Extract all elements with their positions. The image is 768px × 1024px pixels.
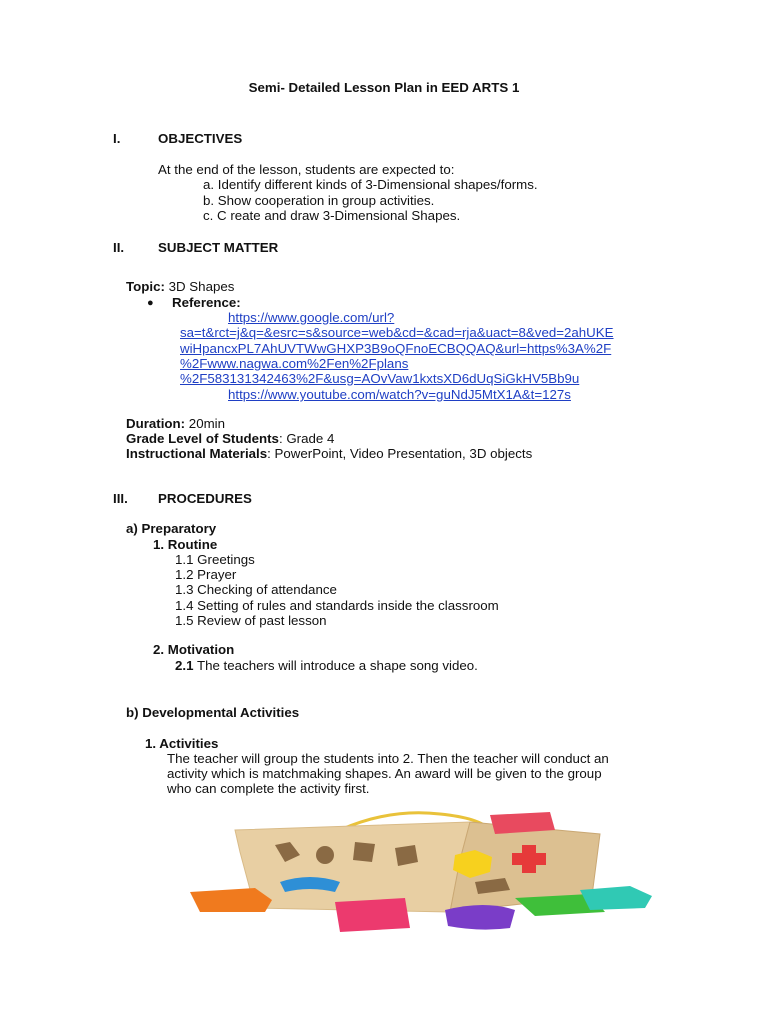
motivation-item-number: 2.1	[175, 658, 194, 673]
motivation-item	[175, 658, 478, 673]
activities-heading: 1. Activities	[145, 736, 219, 751]
materials-value: : PowerPoint, Video Presentation, 3D objects	[267, 446, 533, 461]
section-heading-subject: SUBJECT MATTER	[158, 240, 279, 255]
materials-label: Instructional Materials	[126, 446, 268, 461]
duration-value: 20min	[188, 416, 226, 431]
routine-item: 1.1 Greetings	[175, 552, 255, 567]
objective-item: b. Show cooperation in group activities.	[203, 193, 435, 208]
topic-line	[126, 279, 234, 294]
hole-shape	[353, 842, 375, 862]
materials-line	[126, 446, 532, 461]
box-front	[235, 822, 470, 912]
shape-sorter-toy-image	[160, 800, 670, 940]
section-number-objectives: I.	[113, 131, 121, 146]
reference-link[interactable]: https://www.google.com/url?	[228, 310, 395, 325]
duration-line	[126, 416, 225, 431]
objective-item: c. C reate and draw 3-Dimensional Shapes.	[203, 208, 461, 223]
topic-label: Topic:	[126, 279, 165, 294]
activities-text-line: who can complete the activity first.	[167, 781, 370, 796]
routine-item: 1.4 Setting of rules and standards inside the classroom	[175, 598, 499, 613]
grade-line	[126, 431, 334, 446]
pink-shape	[335, 898, 410, 932]
activities-text-line: The teacher will group the students into 2. Then the teacher will conduct an	[167, 751, 609, 766]
preparatory-heading: a) Preparatory	[126, 521, 217, 536]
motivation-heading: 2. Motivation	[153, 642, 235, 657]
bullet-icon: ●	[147, 297, 154, 309]
section-heading-objectives: OBJECTIVES	[158, 131, 243, 146]
motivation-item-text: The teachers will introduce a shape song video.	[193, 658, 478, 673]
duration-label: Duration:	[126, 416, 186, 431]
reference-link[interactable]: %2Fwww.nagwa.com%2Fen%2Fplans	[180, 356, 409, 371]
section-heading-procedures: PROCEDURES	[158, 491, 252, 506]
objectives-intro: At the end of the lesson, students are expected to:	[158, 162, 455, 177]
teal-shape	[580, 886, 652, 910]
hole-shape	[316, 846, 334, 864]
reference-link[interactable]: https://www.youtube.com/watch?v=guNdJ5MtX1A&t=127s	[228, 387, 571, 402]
purple-shape	[445, 905, 515, 930]
routine-item: 1.2 Prayer	[175, 567, 237, 582]
grade-label: Grade Level of Students	[126, 431, 279, 446]
activities-text-line: activity which is matchmaking shapes. An award will be given to the group	[167, 766, 602, 781]
reference-link[interactable]: sa=t&rct=j&q=&esrc=s&source=web&cd=&cad=rja&uact=8&ved=2ahUKE	[180, 325, 614, 340]
routine-item: 1.5 Review of past lesson	[175, 613, 327, 628]
reference-label: Reference:	[172, 295, 241, 310]
orange-shape	[190, 888, 272, 912]
topic-value: 3D Shapes	[168, 279, 235, 294]
objective-item: a. Identify different kinds of 3-Dimensional shapes/forms.	[203, 177, 538, 192]
reference-link[interactable]: %2F583131342463%2F&usg=AOvVaw1kxtsXD6dUqSiGkHV5Bb9u	[180, 371, 580, 386]
grade-value: : Grade 4	[278, 431, 335, 446]
page-title: Semi- Detailed Lesson Plan in EED ARTS 1	[248, 80, 520, 95]
routine-heading: 1. Routine	[153, 537, 218, 552]
section-number-subject: II.	[113, 240, 125, 255]
reference-link[interactable]: wiHpancxPL7AhUVTWwGHXP3B9oQFnoECBQQAQ&url=https%3A%2F	[180, 341, 612, 356]
routine-item: 1.3 Checking of attendance	[175, 582, 337, 597]
section-number-procedures: III.	[113, 491, 128, 506]
developmental-heading: b) Developmental Activities	[126, 705, 300, 720]
